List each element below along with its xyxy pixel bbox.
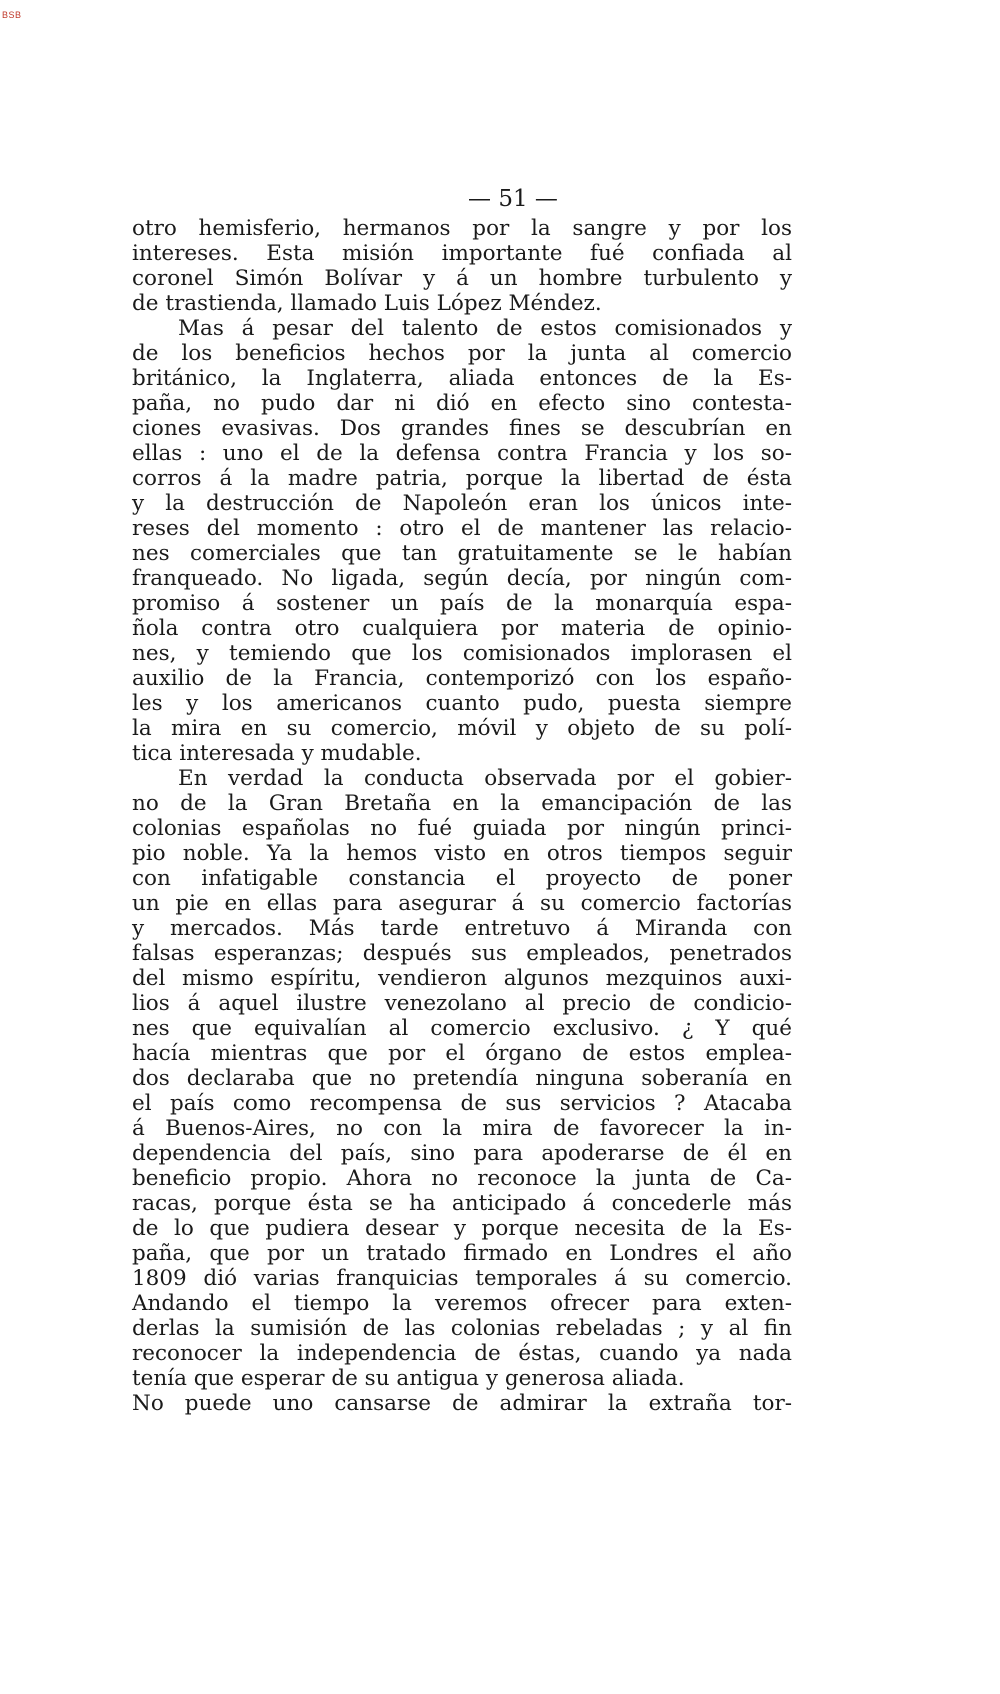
text-line: beneficio propio. Ahora no reconoce la junta de Ca-: [132, 1166, 792, 1191]
text-line: dos declaraba que no pretendía ninguna soberanía en: [132, 1066, 792, 1091]
text-line: les y los americanos cuanto pudo, puesta siempre: [132, 691, 792, 716]
text-line: británico, la Inglaterra, aliada entonces de la Es-: [132, 366, 792, 391]
text-line: reconocer la independencia de éstas, cuando ya nada: [132, 1341, 792, 1366]
text-line: ellas : uno el de la defensa contra Francia y los so-: [132, 441, 792, 466]
text-line: En verdad la conducta observada por el gobier-: [178, 766, 792, 791]
text-line: tica interesada y mudable.: [132, 741, 422, 766]
text-line: ciones evasivas. Dos grandes fines se descubrían en: [132, 416, 792, 441]
text-line: nes que equivalían al comercio exclusivo. ¿ Y qué: [132, 1016, 792, 1041]
text-line: derlas la sumisión de las colonias rebeladas ; y al fin: [132, 1316, 792, 1341]
text-line: promiso á sostener un país de la monarquía espa-: [132, 591, 792, 616]
text-line: Mas á pesar del talento de estos comisionados y: [178, 316, 792, 341]
text-line: Andando el tiempo la veremos ofrecer para exten-: [132, 1291, 792, 1316]
text-line: lios á aquel ilustre venezolano al precio de condicio-: [132, 991, 792, 1016]
page-number-text: — 51 —: [468, 186, 558, 212]
page-number: [0, 186, 1000, 212]
text-line: no de la Gran Bretaña en la emancipación de las: [132, 791, 792, 816]
text-line: coronel Simón Bolívar y á un hombre turbulento y: [132, 266, 792, 291]
text-line: pio noble. Ya la hemos visto en otros tiempos seguir: [132, 841, 792, 866]
text-line: paña, que por un tratado firmado en Londres el año: [132, 1241, 792, 1266]
text-line: dependencia del país, sino para apoderarse de él en: [132, 1141, 792, 1166]
text-line: ñola contra otro cualquiera por materia de opinio-: [132, 616, 792, 641]
text-line: con infatigable constancia el proyecto de poner: [132, 866, 792, 891]
text-line: paña, no pudo dar ni dió en efecto sino contesta-: [132, 391, 792, 416]
text-line: reses del momento : otro el de mantener las relacio-: [132, 516, 792, 541]
text-line: otro hemisferio, hermanos por la sangre y por los: [132, 216, 792, 241]
text-line: y mercados. Más tarde entretuvo á Miranda con: [132, 916, 792, 941]
text-line: intereses. Esta misión importante fué confiada al: [132, 241, 792, 266]
text-line: tenía que esperar de su antigua y generosa aliada.: [132, 1366, 685, 1391]
text-line: auxilio de la Francia, contemporizó con los españo-: [132, 666, 792, 691]
text-line: 1809 dió varias franquicias temporales á su comercio.: [132, 1266, 792, 1291]
text-line: corros á la madre patria, porque la libertad de ésta: [132, 466, 792, 491]
text-line: hacía mientras que por el órgano de estos emplea-: [132, 1041, 792, 1066]
text-line: racas, porque ésta se ha anticipado á concederle más: [132, 1191, 792, 1216]
text-line: de lo que pudiera desear y porque necesita de la Es-: [132, 1216, 792, 1241]
library-watermark: BSB: [2, 10, 22, 20]
text-line: colonias españolas no fué guiada por ningún princi-: [132, 816, 792, 841]
body-text: [132, 216, 792, 1416]
text-line: falsas esperanzas; después sus empleados, penetrados: [132, 941, 792, 966]
text-line: del mismo espíritu, vendieron algunos mezquinos auxi-: [132, 966, 792, 991]
text-line: un pie en ellas para asegurar á su comercio factorías: [132, 891, 792, 916]
text-line: y la destrucción de Napoleón eran los únicos inte-: [132, 491, 792, 516]
text-line: á Buenos-Aires, no con la mira de favorecer la in-: [132, 1116, 792, 1141]
text-line: de los beneficios hechos por la junta al comercio: [132, 341, 792, 366]
text-line: franqueado. No ligada, según decía, por ningún com-: [132, 566, 792, 591]
text-line: nes comerciales que tan gratuitamente se le habían: [132, 541, 792, 566]
text-line: No puede uno cansarse de admirar la extraña tor-: [132, 1391, 792, 1416]
text-line: el país como recompensa de sus servicios ? Atacaba: [132, 1091, 792, 1116]
text-line: la mira en su comercio, móvil y objeto de su polí-: [132, 716, 792, 741]
text-line: de trastienda, llamado Luis López Méndez.: [132, 291, 602, 316]
text-line: nes, y temiendo que los comisionados implorasen el: [132, 641, 792, 666]
